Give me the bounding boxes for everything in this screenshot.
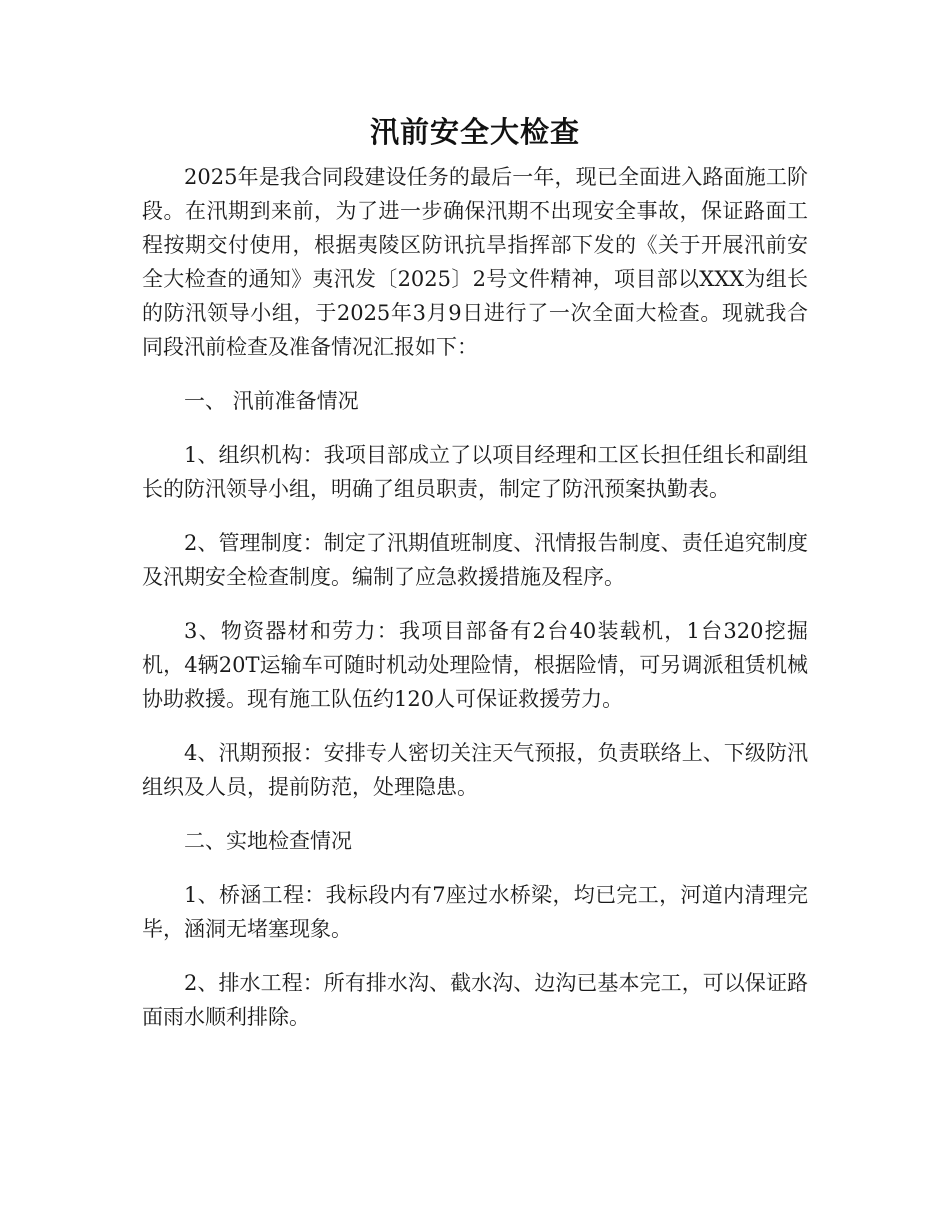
list-item: 3、物资器材和劳力：我项目部备有2台40装载机，1台320挖掘机，4辆20T运输车可随时机动处理险情，根据险情，可另调派租赁机械协助救援。现有施工队伍约120人可保证救援劳力。 [142, 619, 808, 711]
section-heading-inspection: 二、实地检查情况 [184, 829, 352, 853]
list-item: 2、排水工程：所有排水沟、截水沟、边沟已基本完工，可以保证路面雨水顺利排除。 [142, 971, 808, 1029]
intro-paragraph: 2025年是我合同段建设任务的最后一年，现已全面进入路面施工阶段。在汛期到来前，为了进一步确保汛期不出现安全事故，保证路面工程按期交付使用，根据夷陵区防讯抗旱指挥部下发的《关于开展汛前安全大检查的通知》夷汛发〔2025〕2号文件精神，项目部以XXX为组长的防汛领导小组，于2025年3月9日进行了一次全面大检查。现就我合同段汛前检查及准备情况汇报如下： [142, 165, 808, 359]
document-body [142, 108, 808, 1034]
list-item: 4、汛期预报：安排专人密切关注天气预报，负责联络上、下级防汛组织及人员，提前防范，处理隐患。 [142, 741, 808, 799]
list-item: 1、组织机构：我项目部成立了以项目经理和工区长担任组长和副组长的防汛领导小组，明确了组员职责，制定了防汛预案执勤表。 [142, 443, 808, 501]
list-item: 2、管理制度：制定了汛期值班制度、汛情报告制度、责任追究制度及汛期安全检查制度。编制了应急救援措施及程序。 [142, 531, 808, 589]
section-heading-preparation: 一、 汛前准备情况 [184, 389, 359, 413]
list-item: 1、桥涵工程：我标段内有7座过水桥梁，均已完工，河道内清理完毕，涵洞无堵塞现象。 [142, 883, 808, 941]
document-title: 汛前安全大检查 [369, 115, 580, 149]
